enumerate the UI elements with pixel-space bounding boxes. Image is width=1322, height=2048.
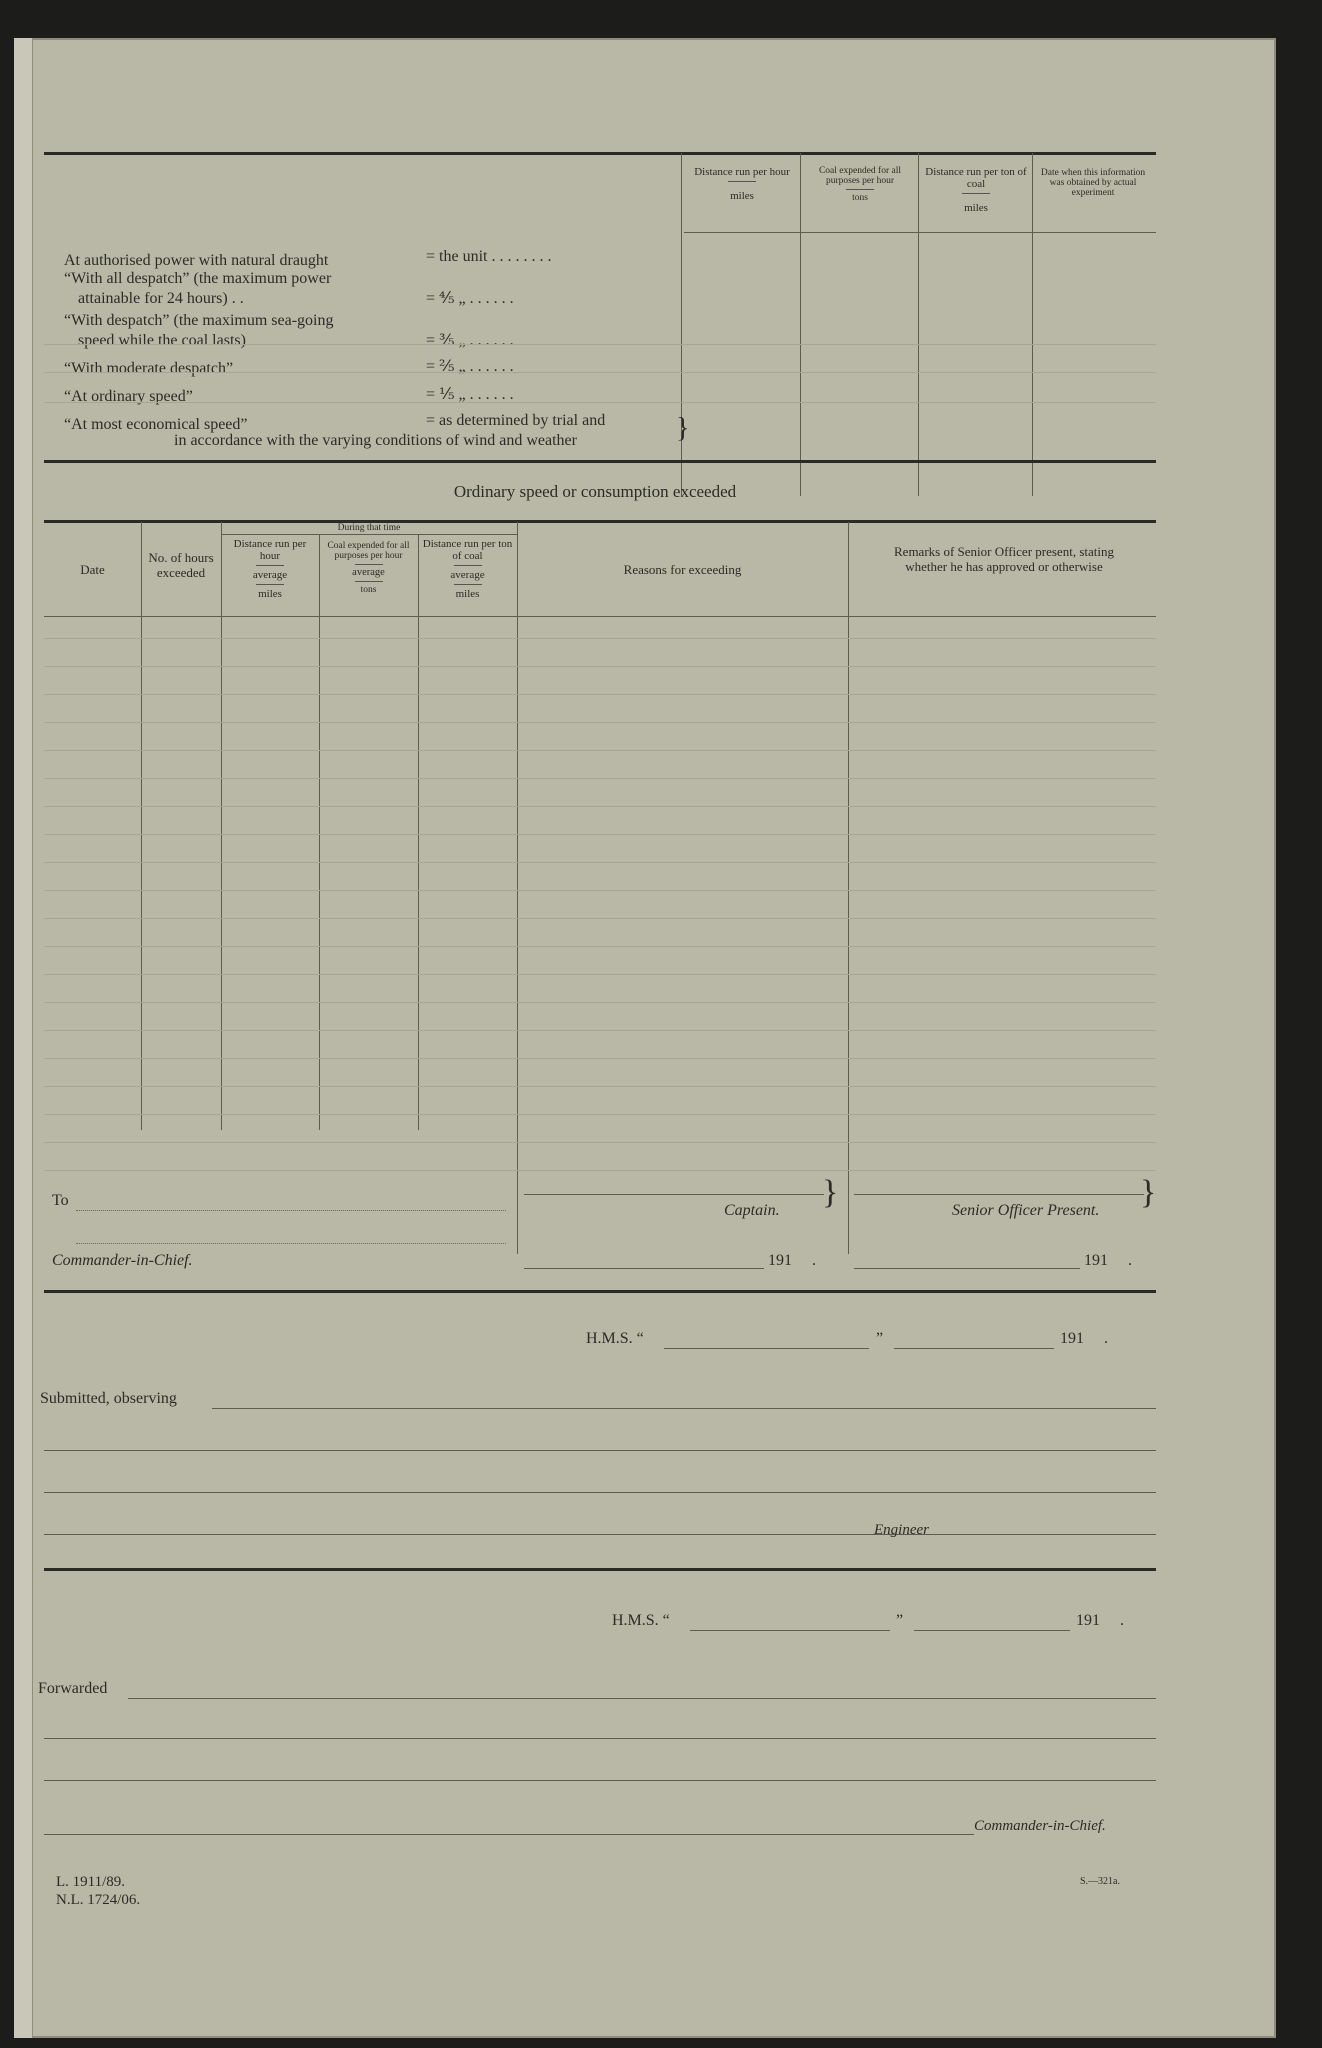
section-rule	[44, 460, 1156, 463]
header-rule	[44, 616, 1156, 617]
signature-line[interactable]	[44, 1834, 974, 1835]
captain-signature-line[interactable]	[524, 1194, 824, 1195]
ship-name-line[interactable]	[690, 1630, 890, 1631]
ruled-line	[44, 834, 1156, 835]
table-top-rule	[44, 520, 1156, 523]
ruled-line	[44, 372, 1156, 373]
row-label: “With moderate despatch”	[64, 360, 234, 377]
captain-year: 191	[768, 1252, 792, 1269]
brace: }	[1140, 1174, 1157, 1211]
captain-date-line[interactable]	[524, 1268, 764, 1269]
date-line[interactable]	[894, 1348, 1054, 1349]
period: .	[1104, 1330, 1108, 1347]
col-divider	[319, 534, 320, 1130]
hms-label: H.M.S. “	[612, 1612, 670, 1629]
header-perton: Distance run per ton of coal average miles	[422, 538, 513, 600]
footer-ref: N.L. 1724/06.	[56, 1892, 141, 1908]
commander-label: Commander-in-Chief.	[974, 1818, 1106, 1834]
brace: }	[676, 413, 690, 444]
ruled-line	[44, 806, 1156, 807]
senior-label: Senior Officer Present.	[952, 1202, 1100, 1219]
header-reasons: Reasons for exceeding	[623, 562, 742, 577]
year: 191	[1076, 1612, 1100, 1629]
senior-date-line[interactable]	[854, 1268, 1080, 1269]
header-rule	[684, 232, 1156, 233]
writing-line[interactable]	[44, 1534, 1156, 1535]
row-label: “With despatch” (the maximum sea-going	[64, 312, 334, 329]
row-label: “At ordinary speed”	[64, 388, 193, 405]
col-divider	[517, 522, 518, 1254]
year: 191	[1060, 1330, 1084, 1347]
to-line[interactable]	[76, 1243, 506, 1244]
header-during: During that time	[337, 523, 401, 533]
header-date: Date	[80, 562, 105, 577]
period: .	[1120, 1612, 1124, 1629]
ruled-line	[44, 722, 1156, 723]
ruled-line	[44, 750, 1156, 751]
brace: }	[822, 1174, 839, 1211]
row-label-cont: in accordance with the varying conditions of wind and weather	[174, 432, 577, 449]
row-label: At authorised power with natural draught	[64, 252, 329, 269]
col-divider	[918, 153, 919, 496]
row-value: = as determined by trial and	[426, 412, 606, 429]
writing-line[interactable]	[44, 1780, 1156, 1781]
ruled-line	[44, 1030, 1156, 1031]
row-label-cont: speed while the coal lasts)	[78, 332, 246, 349]
ruled-line	[44, 918, 1156, 919]
ship-name-line[interactable]	[664, 1348, 869, 1349]
form-page	[14, 38, 1276, 2038]
row-value: = ⅗ „ . . . . . .	[426, 332, 514, 349]
senior-year: 191	[1084, 1252, 1108, 1269]
close-quote: ”	[876, 1330, 884, 1347]
ruled-line	[44, 778, 1156, 779]
header-coal: Coal expended for all purposes per hour average tons	[327, 541, 410, 595]
col-divider	[221, 522, 222, 1130]
col-divider	[800, 153, 801, 496]
writing-line[interactable]	[212, 1408, 1156, 1409]
to-line[interactable]	[76, 1210, 506, 1211]
captain-label: Captain.	[724, 1202, 780, 1219]
section-title: Ordinary speed or consumption exceeded	[453, 482, 737, 501]
ruled-line	[44, 1058, 1156, 1059]
ruled-line	[44, 1170, 1156, 1171]
row-label: “At most economical speed”	[64, 416, 248, 433]
row-label: “With all despatch” (the maximum power	[64, 270, 332, 287]
senior-signature-line[interactable]	[854, 1194, 1144, 1195]
ruled-line	[44, 946, 1156, 947]
date-line[interactable]	[914, 1630, 1070, 1631]
ruled-line	[44, 890, 1156, 891]
commander-label: Commander-in-Chief.	[52, 1252, 193, 1269]
ruled-line	[44, 1002, 1156, 1003]
col-divider	[418, 534, 419, 1130]
row-label-cont: attainable for 24 hours) . .	[78, 290, 244, 307]
hms-label: H.M.S. “	[586, 1330, 644, 1347]
during-rule	[221, 534, 517, 535]
header-date: Date when this information was obtained by actual experiment	[1040, 168, 1146, 198]
col-divider	[1032, 153, 1033, 496]
writing-line[interactable]	[128, 1698, 1156, 1699]
close-quote: ”	[896, 1612, 904, 1629]
header-hours: No. of hours exceeded	[148, 550, 214, 580]
row-value: = the unit . . . . . . . .	[426, 248, 552, 265]
row-value: = ⅘ „ . . . . . .	[426, 290, 514, 307]
section-rule	[44, 1290, 1156, 1293]
footer-ref: L. 1911/89.	[56, 1874, 126, 1890]
top-rule	[44, 152, 1156, 155]
ruled-line	[44, 862, 1156, 863]
header-remarks: Remarks of Senior Officer present, stating whether he has approved or otherwise	[894, 544, 1114, 574]
ruled-line	[44, 638, 1156, 639]
row-value: = ⅖ „ . . . . . .	[426, 358, 514, 375]
col-divider	[141, 522, 142, 1130]
header-distance: Distance run per hour miles	[694, 166, 790, 202]
header-distance: Distance run per hour average miles	[233, 538, 307, 600]
period: .	[812, 1252, 816, 1269]
writing-line[interactable]	[44, 1450, 1156, 1451]
ruled-line	[44, 344, 1156, 345]
col-divider	[848, 522, 849, 1254]
ruled-line	[44, 402, 1156, 403]
ruled-line	[44, 1114, 1156, 1115]
header-coal: Coal expended for all purposes per hour tons	[818, 166, 902, 203]
ruled-line	[44, 1086, 1156, 1087]
ruled-line	[44, 666, 1156, 667]
forwarded-label: Forwarded	[38, 1680, 108, 1697]
ruled-line	[44, 694, 1156, 695]
writing-line[interactable]	[44, 1738, 1156, 1739]
ruled-line	[44, 974, 1156, 975]
form-code: S.—321a.	[1080, 1876, 1120, 1887]
row-value: = ⅕ „ . . . . . .	[426, 386, 514, 403]
ruled-line	[44, 1142, 1156, 1143]
engineer-label: Engineer	[874, 1522, 929, 1538]
page-spine	[14, 38, 33, 2038]
submitted-label: Submitted, observing	[40, 1390, 177, 1407]
header-perton: Distance run per ton of coal miles	[925, 166, 1027, 214]
to-label: To	[52, 1192, 69, 1209]
section-rule	[44, 1568, 1156, 1571]
writing-line[interactable]	[44, 1492, 1156, 1493]
period: .	[1128, 1252, 1132, 1269]
col-divider	[681, 153, 682, 496]
